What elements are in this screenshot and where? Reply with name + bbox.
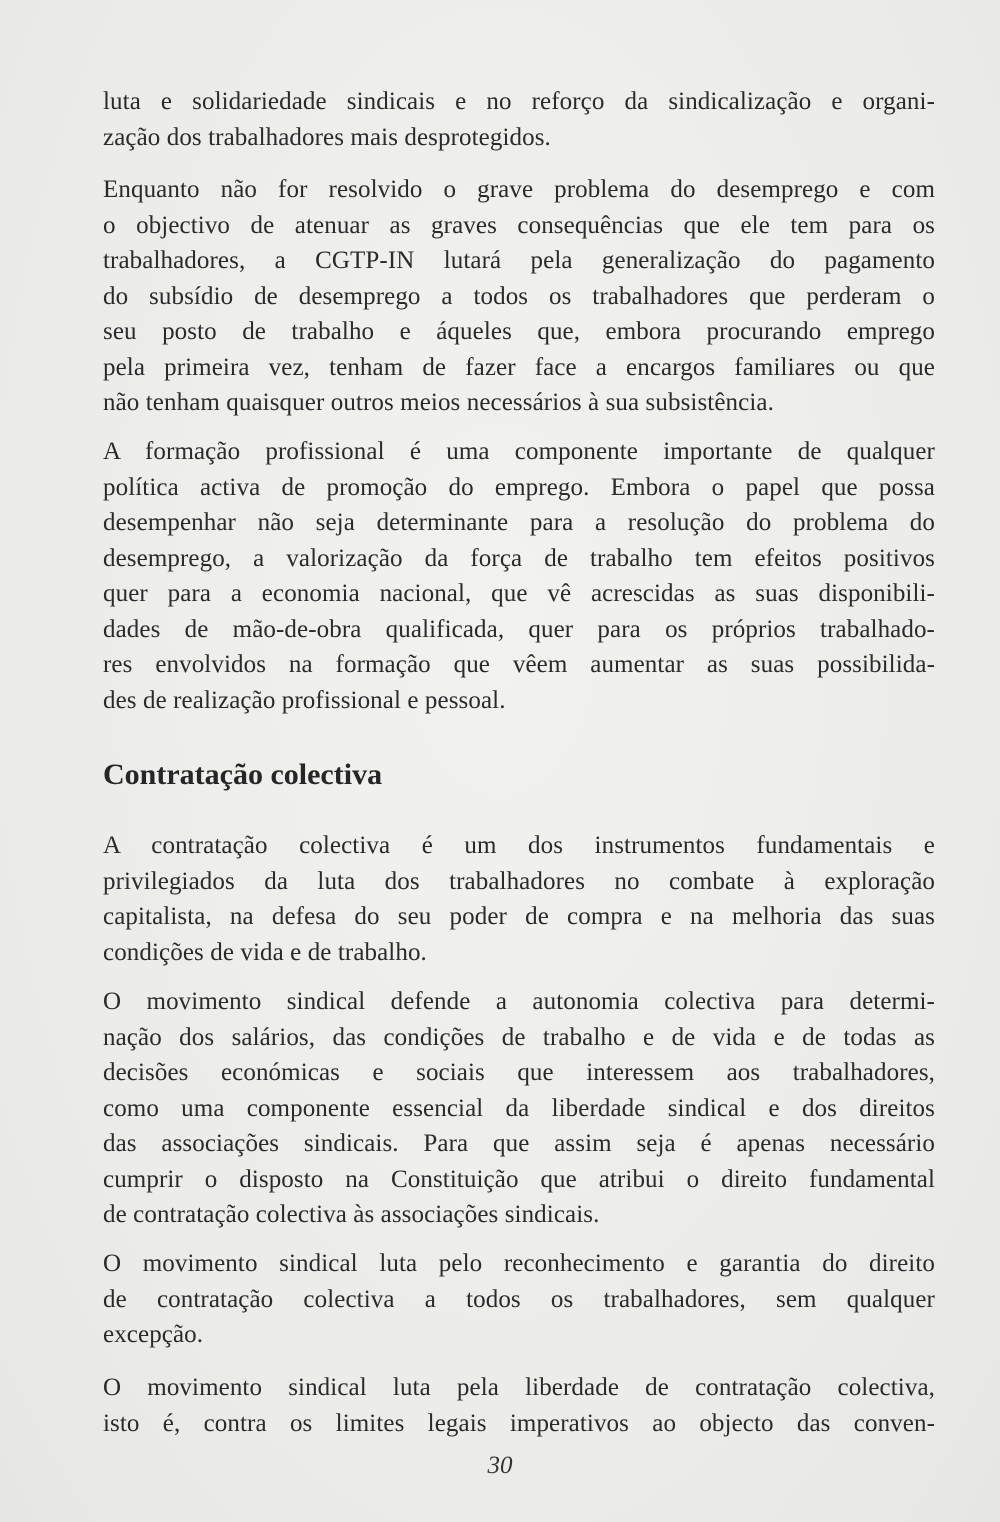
text-line: O movimento sindical luta pelo reconhecimento e garantia do direito bbox=[103, 1250, 935, 1277]
paragraph-2 bbox=[103, 172, 935, 421]
text-line: trabalhadores, a CGTP-IN lutará pela generalização do pagamento bbox=[103, 247, 935, 274]
text-line: A formação profissional é uma componente importante de qualquer bbox=[103, 438, 935, 465]
text-line: isto é, contra os limites legais imperativos ao objecto das conven- bbox=[103, 1409, 935, 1437]
text-line: como uma componente essencial da liberdade sindical e dos direitos bbox=[103, 1094, 935, 1122]
text-line: de contratação colectiva às associações sindicais. bbox=[103, 1201, 600, 1228]
text-line: res envolvidos na formação que vêem aumentar as suas possibilida- bbox=[103, 651, 935, 678]
text-line: nação dos salários, das condições de trabalho e de vida e de todas as bbox=[103, 1023, 935, 1051]
text-line: quer para a economia nacional, que vê acrescidas as suas disponibili- bbox=[103, 580, 935, 607]
text-line: desempenhar não seja determinante para a resolução do problema do bbox=[103, 509, 935, 536]
text-line: zação dos trabalhadores mais desprotegidos. bbox=[103, 123, 551, 151]
paragraph-4 bbox=[103, 828, 935, 970]
text-line: de contratação colectiva a todos os trabalhadores, sem qualquer bbox=[103, 1285, 935, 1313]
text-line: luta e solidariedade sindicais e no reforço da sindicalização e organi- bbox=[103, 88, 935, 115]
text-line: não tenham quaisquer outros meios necessários à sua subsistência. bbox=[103, 389, 774, 416]
text-line: do subsídio de desemprego a todos os trabalhadores que perderam o bbox=[103, 282, 935, 310]
paragraph-5 bbox=[103, 984, 935, 1233]
text-line: O movimento sindical luta pela liberdade de contratação colectiva, bbox=[103, 1374, 935, 1401]
text-line: política activa de promoção do emprego. Embora o papel que possa bbox=[103, 473, 935, 501]
page-number: 30 bbox=[487, 1452, 513, 1479]
text-line: das associações sindicais. Para que assim seja é apenas necessário bbox=[103, 1130, 935, 1157]
text-line: privilegiados da luta dos trabalhadores no combate à exploração bbox=[103, 867, 935, 895]
text-line: A contratação colectiva é um dos instrumentos fundamentais e bbox=[103, 832, 935, 859]
paragraph-3 bbox=[103, 434, 935, 718]
text-line: O movimento sindical defende a autonomia colectiva para determi- bbox=[103, 988, 935, 1015]
text-line: condições de vida e de trabalho. bbox=[103, 938, 427, 966]
text-line: pela primeira vez, tenham de fazer face a encargos familiares ou que bbox=[103, 353, 935, 381]
text-line: dades de mão-de-obra qualificada, quer para os próprios trabalhado- bbox=[103, 615, 935, 643]
text-line: seu posto de trabalho e áqueles que, embora procurando emprego bbox=[103, 318, 935, 345]
paragraph-7 bbox=[103, 1370, 935, 1441]
text-line: des de realização profissional e pessoal. bbox=[103, 686, 506, 714]
section-heading: Contratação colectiva bbox=[103, 758, 383, 791]
paragraph-1 bbox=[103, 84, 935, 155]
text-line: o objectivo de atenuar as graves consequências que ele tem para os bbox=[103, 211, 935, 239]
text-line: capitalista, na defesa do seu poder de compra e na melhoria das suas bbox=[103, 903, 935, 930]
text-line: decisões económicas e sociais que interessem aos trabalhadores, bbox=[103, 1059, 935, 1086]
text-line: desemprego, a valorização da força de trabalho tem efeitos positivos bbox=[103, 544, 935, 572]
paragraph-6 bbox=[103, 1246, 935, 1353]
text-line: Enquanto não for resolvido o grave problema do desemprego e com bbox=[103, 176, 935, 203]
text-line: cumprir o disposto na Constituição que atribui o direito fundamental bbox=[103, 1165, 935, 1193]
text-line: excepção. bbox=[103, 1321, 204, 1348]
